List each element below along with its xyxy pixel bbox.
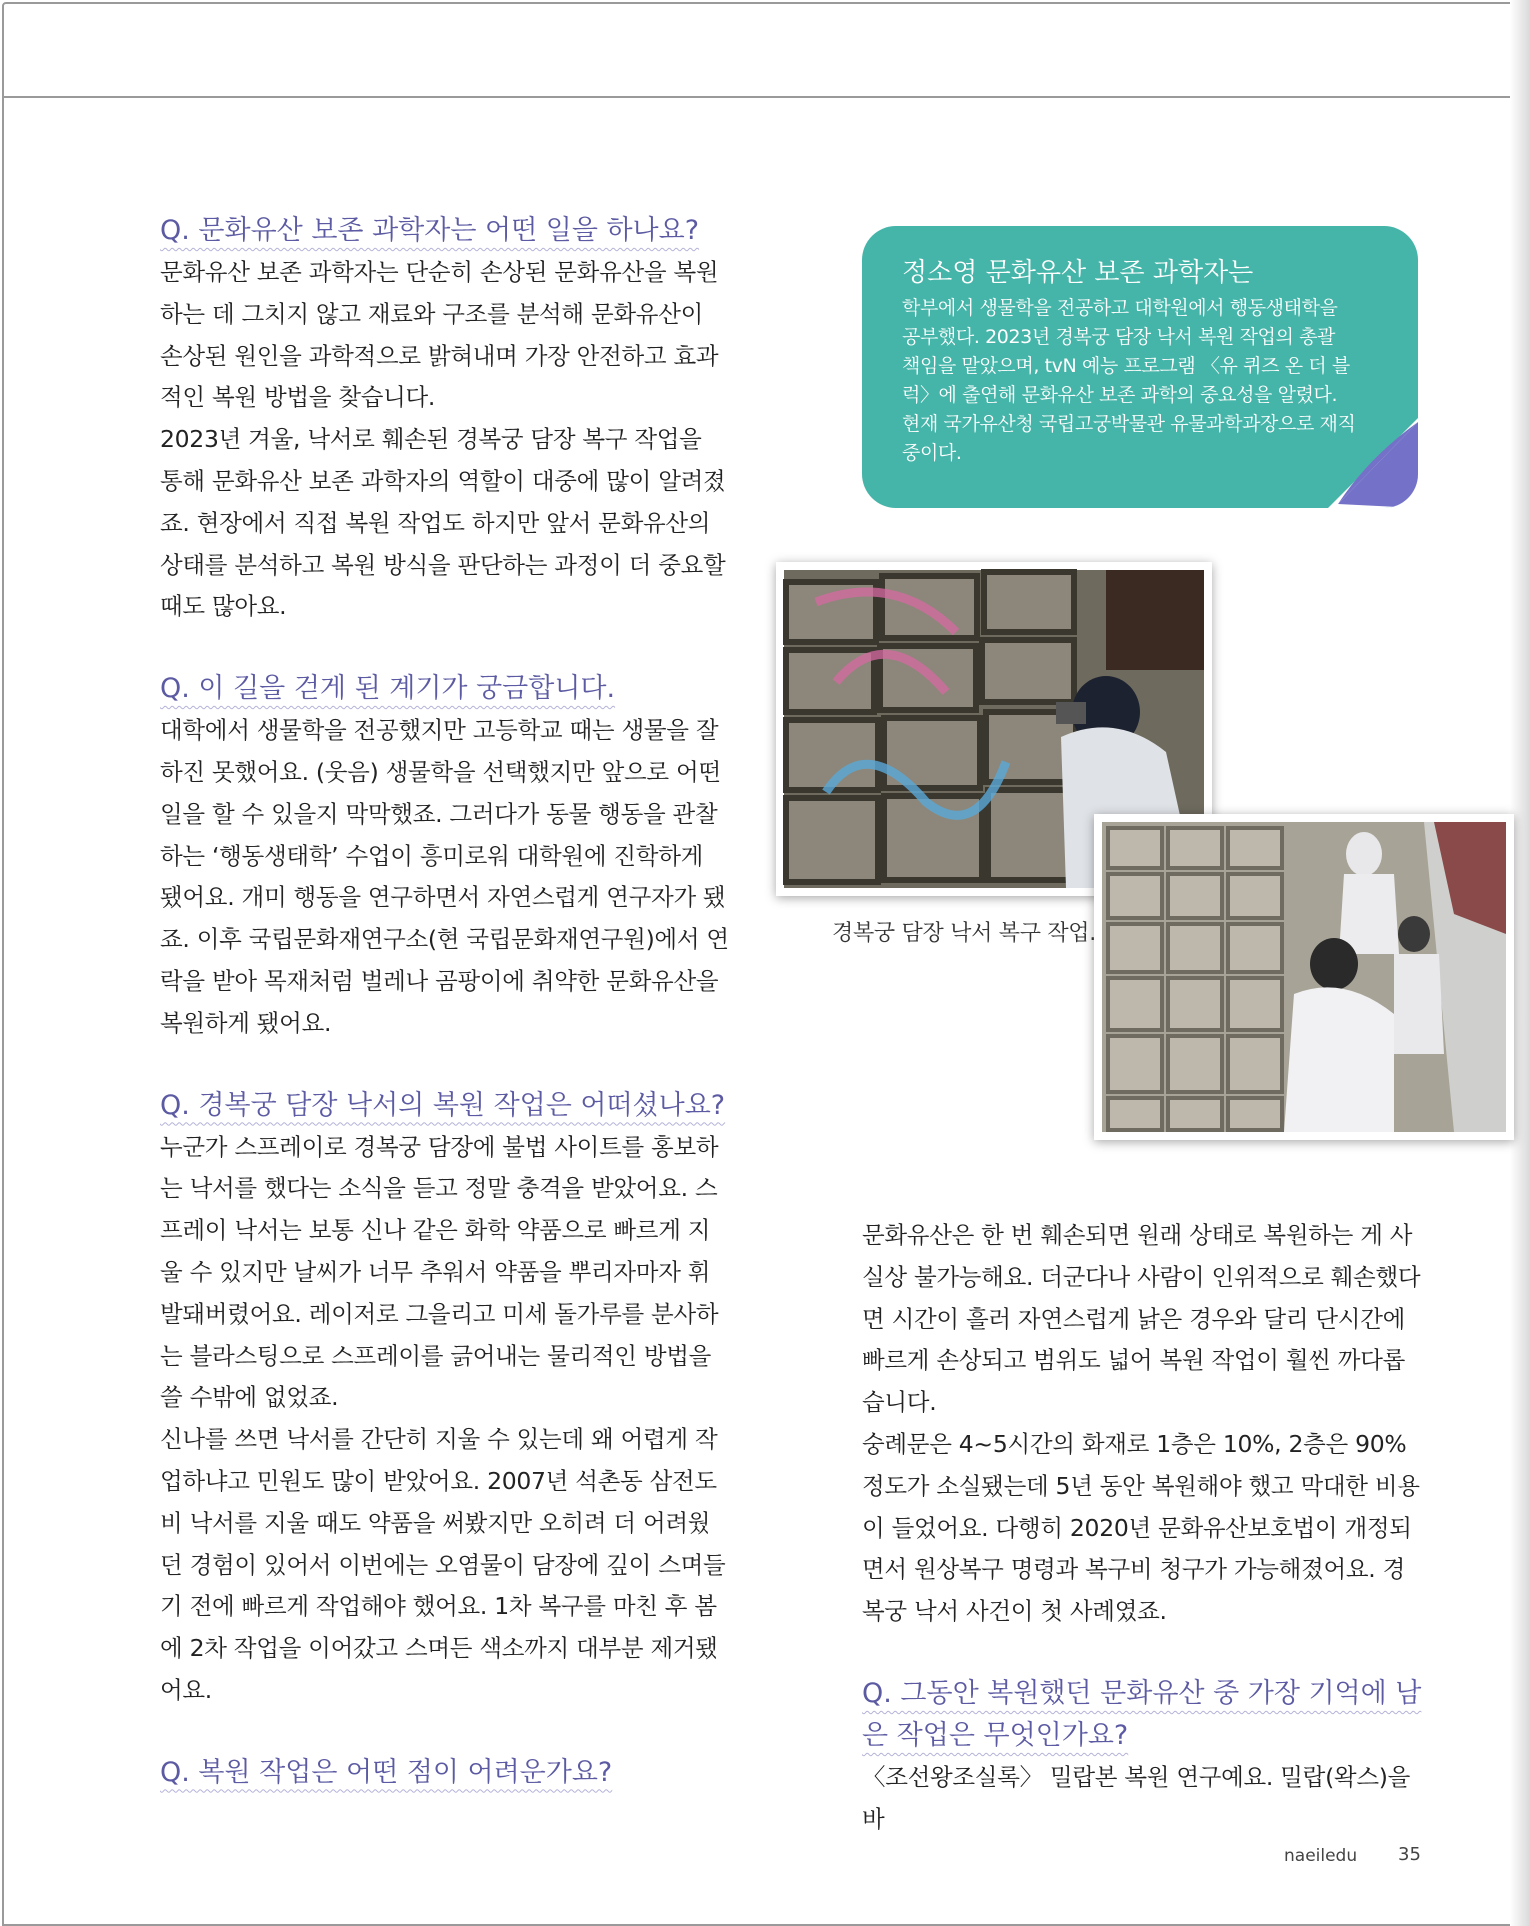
question-heading: Q. 복원 작업은 어떤 점이 어려운가요? — [160, 1756, 613, 1788]
answer-paragraph: 신나를 쓰면 낙서를 간단히 지울 수 있는데 왜 어렵게 작업하냐고 민원도 많이 받았어요. 2007년 석촌동 삼전도비 낙서를 지울 때도 약품을 써봤지만 오히려 더 어려웠던 경험이 있어서 이번에는 오염물이 담장에 깊이 스며들기 전에 빠르게 작업해야 했어요. 1차 복구를 마친 후 봄에 2차 작업을 이어갔고 스며든 색소까지 대부분 제거됐어요. — [160, 1425, 726, 1704]
photo-restoration-workers — [1094, 814, 1514, 1140]
answer-paragraph: 누군가 스프레이로 경복궁 담장에 불법 사이트를 홍보하는 낙서를 했다는 소식을 듣고 정말 충격을 받았어요. 스프레이 낙서는 보통 신나 같은 화학 약품으로 빠르게 지울 수 있지만 날씨가 너무 추워서 약품을 뿌리자마자 휘발돼버렸어요. 레이저로 그을리고 미세 돌가루를 분사하는 블라스팅으로 스프레이를 긁어내는 물리적인 방법을 쓸 수밖에 없었죠. — [160, 1132, 719, 1412]
question-heading: Q. 그동안 복원했던 문화유산 중 가장 기억에 남은 작업은 무엇인가요? — [862, 1677, 1422, 1751]
profile-text: 학부에서 생물학을 전공하고 대학원에서 행동생태학을 공부했다. 2023년 경복궁 담장 낙서 복원 작업의 총괄 책임을 맡았으며, tvN 예능 프로그램 〈유 퀴즈 온 더 블럭〉에 출연해 문화유산 보존 과학의 중요성을 알렸다. 현재 국가유산청 국립고궁박물관 유물과학과장으로 재직 중이다. — [902, 297, 1356, 464]
left-column — [160, 210, 730, 1794]
page-number: 35 — [1398, 1844, 1421, 1865]
question-heading: Q. 이 길을 걷게 된 계기가 궁금합니다. — [160, 673, 616, 705]
question-heading: Q. 문화유산 보존 과학자는 어떤 일을 하나요? — [160, 215, 700, 246]
answer-paragraph: 숭례문은 4~5시간의 화재로 1층은 10%, 2층은 90% 정도가 소실됐는데 5년 동안 복원해야 했고 막대한 비용이 들었어요. 다행히 2020년 문화유산보호법이 개정되면서 원상복구 명령과 복구비 청구가 가능해졌어요. 경복궁 낙서 사건이 첫 사례였죠. — [862, 1429, 1420, 1626]
answer-paragraph: 2023년 겨울, 낙서로 훼손된 경복궁 담장 복구 작업을 통해 문화유산 보존 과학자의 역할이 대중에 많이 알려졌죠. 현장에서 직접 복원 작업도 하지만 앞서 문화유산의 상태를 분석하고 복원 방식을 판단하는 과정이 더 중요할 때도 많아요. — [160, 425, 726, 621]
answer-paragraph: 문화유산 보존 과학자는 단순히 손상된 문화유산을 복원하는 데 그치지 않고 재료와 구조를 분석해 문화유산이 손상된 원인을 과학적으로 밝혀내며 가장 안전하고 효과적인 복원 방법을 찾습니다. — [160, 258, 719, 412]
footer-brand: naeiledu — [1284, 1846, 1358, 1866]
right-column — [862, 1215, 1422, 1841]
top-rule — [4, 96, 1512, 98]
profile-title: 정소영 문화유산 보존 과학자는 — [902, 258, 1254, 288]
answer-paragraph: 문화유산은 한 번 훼손되면 원래 상태로 복원하는 게 사실상 불가능해요. 더군다나 사람이 인위적으로 훼손했다면 시간이 흘러 자연스럽게 낡은 경우와 달리 단시간에 빠르게 손상되고 범위도 넓어 복원 작업이 훨씬 까다롭습니다. — [862, 1221, 1421, 1417]
question-heading: Q. 경복궁 담장 낙서의 복원 작업은 어떠셨나요? — [160, 1089, 726, 1121]
profile-box — [862, 226, 1418, 508]
page-curl-icon — [1328, 418, 1418, 508]
answer-paragraph: 대학에서 생물학을 전공했지만 고등학교 때는 생물을 잘하진 못했어요. (웃음) 생물학을 선택했지만 앞으로 어떤 일을 할 수 있을지 막막했죠. 그러다가 동물 행동을 관찰하는 ‘행동생태학’ 수업이 흥미로워 대학원에 진학하게 됐어요. 개미 행동을 연구하면서 자연스럽게 연구자가 됐죠. 이후 국립문화재연구소(현 국립문화재연구원)에서 연락을 받아 목재처럼 벌레나 곰팡이에 취약한 문화유산을 복원하게 됐어요. — [160, 716, 729, 1037]
photo-caption: 경복궁 담장 낙서 복구 작업. — [832, 921, 1096, 946]
answer-paragraph: 〈조선왕조실록〉 밀랍본 복원 연구예요. 밀랍(왁스)을 바 — [862, 1762, 1411, 1833]
